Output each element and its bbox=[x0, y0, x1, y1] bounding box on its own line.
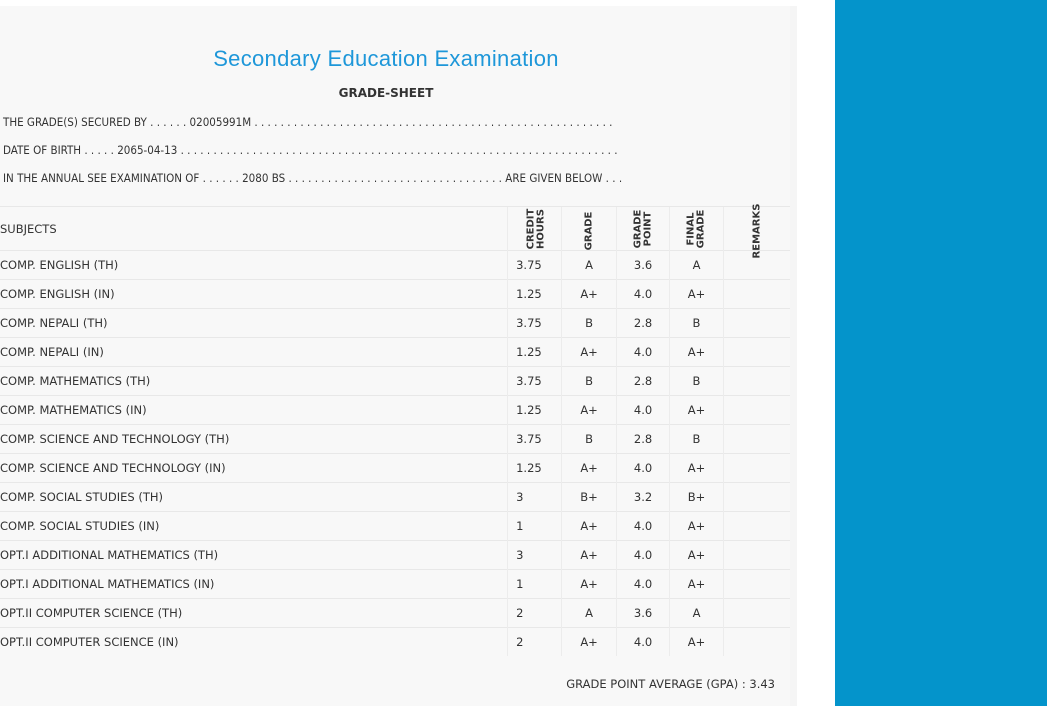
grade-cell: A+ bbox=[562, 338, 617, 367]
grade-cell: A+ bbox=[562, 280, 617, 309]
table-row bbox=[0, 454, 790, 483]
table-row bbox=[0, 280, 790, 309]
table-row bbox=[0, 338, 790, 367]
final-grade-cell: B bbox=[670, 367, 724, 396]
credit-hours-cell: 2 bbox=[508, 599, 562, 628]
grade-point-cell: 3.6 bbox=[617, 251, 670, 280]
final-grade-cell: B bbox=[670, 425, 724, 454]
header-remarks-label: REMARKS bbox=[750, 203, 762, 258]
remarks-cell bbox=[723, 628, 790, 657]
credit-hours-cell: 3.75 bbox=[508, 251, 562, 280]
credit-hours-cell: 1.25 bbox=[508, 338, 562, 367]
credit-hours-cell: 3 bbox=[508, 541, 562, 570]
grade-point-cell: 4.0 bbox=[617, 280, 670, 309]
subject-cell: COMP. MATHEMATICS (IN) bbox=[0, 396, 508, 425]
remarks-cell bbox=[723, 454, 790, 483]
header-final-grade bbox=[670, 207, 724, 251]
credit-hours-cell: 2 bbox=[508, 628, 562, 657]
grade-point-cell: 4.0 bbox=[617, 512, 670, 541]
grade-cell: A bbox=[562, 599, 617, 628]
header-fg-line2: GRADE bbox=[695, 209, 707, 248]
final-grade-cell: A bbox=[670, 599, 724, 628]
header-grade bbox=[562, 207, 617, 251]
table-row bbox=[0, 309, 790, 338]
grade-cell: B+ bbox=[562, 483, 617, 512]
subject-cell: OPT.I ADDITIONAL MATHEMATICS (TH) bbox=[0, 541, 508, 570]
grade-sheet-card bbox=[0, 6, 797, 706]
grade-point-cell: 4.0 bbox=[617, 338, 670, 367]
final-grade-cell: A+ bbox=[670, 396, 724, 425]
table-row bbox=[0, 367, 790, 396]
grade-table bbox=[0, 203, 790, 656]
grade-cell: A+ bbox=[562, 512, 617, 541]
grade-point-cell: 4.0 bbox=[617, 396, 670, 425]
table-row bbox=[0, 512, 790, 541]
credit-hours-cell: 3.75 bbox=[508, 425, 562, 454]
header-credit-hours bbox=[508, 207, 562, 251]
grade-cell: A+ bbox=[562, 396, 617, 425]
date-of-birth-line: DATE OF BIRTH . . . . . 2065-04-13 . . . . . . . . . . . . . . . . . . . . . . . . . . . . . . . . . . . . . . . . . . . . . . . . . . . . . . . . . . . . . . . . . . . bbox=[3, 143, 618, 157]
final-grade-cell: A+ bbox=[670, 570, 724, 599]
table-row bbox=[0, 541, 790, 570]
subject-cell: OPT.II COMPUTER SCIENCE (TH) bbox=[0, 599, 508, 628]
credit-hours-cell: 3 bbox=[508, 483, 562, 512]
grade-point-cell: 4.0 bbox=[617, 454, 670, 483]
grade-cell: A bbox=[562, 251, 617, 280]
final-grade-cell: B bbox=[670, 309, 724, 338]
credit-hours-cell: 1 bbox=[508, 512, 562, 541]
grade-point-cell: 4.0 bbox=[617, 628, 670, 657]
remarks-cell bbox=[723, 396, 790, 425]
remarks-cell bbox=[723, 309, 790, 338]
remarks-cell bbox=[723, 541, 790, 570]
subject-cell: COMP. ENGLISH (IN) bbox=[0, 280, 508, 309]
remarks-cell bbox=[723, 425, 790, 454]
final-grade-cell: A+ bbox=[670, 338, 724, 367]
remarks-cell bbox=[723, 338, 790, 367]
exam-year-line: IN THE ANNUAL SEE EXAMINATION OF . . . . . . 2080 BS . . . . . . . . . . . . . . . . . . . . . . . . . . . . . . . . . ARE GIVEN BELOW . . . bbox=[3, 171, 623, 185]
final-grade-cell: A+ bbox=[670, 454, 724, 483]
subject-cell: COMP. SOCIAL STUDIES (IN) bbox=[0, 512, 508, 541]
remarks-cell bbox=[723, 280, 790, 309]
remarks-cell bbox=[723, 483, 790, 512]
subject-cell: COMP. SCIENCE AND TECHNOLOGY (IN) bbox=[0, 454, 508, 483]
grade-point-cell: 4.0 bbox=[617, 541, 670, 570]
header-credit-line2: HOURS bbox=[535, 208, 547, 249]
table-header-row bbox=[0, 207, 790, 251]
gpa-summary: GRADE POINT AVERAGE (GPA) : 3.43 bbox=[566, 677, 775, 691]
sheet-title: GRADE-SHEET bbox=[338, 86, 434, 100]
header-gp-line1: GRADE bbox=[632, 209, 644, 248]
grade-cell: A+ bbox=[562, 541, 617, 570]
table-row bbox=[0, 251, 790, 280]
grade-cell: B bbox=[562, 425, 617, 454]
credit-hours-cell: 1.25 bbox=[508, 280, 562, 309]
table-row bbox=[0, 425, 790, 454]
table-row bbox=[0, 599, 790, 628]
header-grade-point bbox=[617, 207, 670, 251]
subject-cell: COMP. NEPALI (IN) bbox=[0, 338, 508, 367]
exam-title: Secondary Education Examination bbox=[213, 46, 559, 71]
credit-hours-cell: 1.25 bbox=[508, 396, 562, 425]
final-grade-cell: B+ bbox=[670, 483, 724, 512]
subject-cell: COMP. SCIENCE AND TECHNOLOGY (TH) bbox=[0, 425, 508, 454]
final-grade-cell: A bbox=[670, 251, 724, 280]
subject-cell: COMP. MATHEMATICS (TH) bbox=[0, 367, 508, 396]
credit-hours-cell: 1.25 bbox=[508, 454, 562, 483]
header-remarks bbox=[723, 203, 790, 258]
table-row bbox=[0, 483, 790, 512]
table-row bbox=[0, 570, 790, 599]
subject-cell: COMP. ENGLISH (TH) bbox=[0, 251, 508, 280]
grade-cell: A+ bbox=[562, 628, 617, 657]
grade-point-cell: 2.8 bbox=[617, 367, 670, 396]
final-grade-cell: A+ bbox=[670, 541, 724, 570]
final-grade-cell: A+ bbox=[670, 280, 724, 309]
grade-cell: A+ bbox=[562, 454, 617, 483]
grade-point-cell: 4.0 bbox=[617, 570, 670, 599]
grade-point-cell: 3.2 bbox=[617, 483, 670, 512]
final-grade-cell: A+ bbox=[670, 512, 724, 541]
side-panel bbox=[835, 0, 1047, 706]
final-grade-cell: A+ bbox=[670, 628, 724, 657]
remarks-cell bbox=[723, 570, 790, 599]
table-row bbox=[0, 396, 790, 425]
header-subjects: SUBJECTS bbox=[0, 207, 508, 251]
header-gp-line2: POINT bbox=[642, 211, 654, 246]
subject-cell: COMP. NEPALI (TH) bbox=[0, 309, 508, 338]
grade-point-cell: 2.8 bbox=[617, 425, 670, 454]
grade-cell: B bbox=[562, 309, 617, 338]
remarks-cell bbox=[723, 367, 790, 396]
grade-cell: B bbox=[562, 367, 617, 396]
header-credit-line1: CREDIT bbox=[525, 208, 537, 249]
grade-point-cell: 2.8 bbox=[617, 309, 670, 338]
grade-point-cell: 3.6 bbox=[617, 599, 670, 628]
credit-hours-cell: 3.75 bbox=[508, 367, 562, 396]
subject-cell: OPT.II COMPUTER SCIENCE (IN) bbox=[0, 628, 508, 657]
remarks-cell bbox=[723, 512, 790, 541]
secured-by-line: THE GRADE(S) SECURED BY . . . . . . 02005991M . . . . . . . . . . . . . . . . . . . . . . . . . . . . . . . . . . . . . . . . . . . . . . . . . . . . . . . bbox=[3, 115, 613, 129]
header-grade-label: GRADE bbox=[583, 211, 595, 250]
header-fg-line1: FINAL bbox=[685, 211, 697, 246]
credit-hours-cell: 1 bbox=[508, 570, 562, 599]
grade-sheet-body bbox=[0, 6, 790, 706]
remarks-cell bbox=[723, 599, 790, 628]
grade-cell: A+ bbox=[562, 570, 617, 599]
subject-cell: OPT.I ADDITIONAL MATHEMATICS (IN) bbox=[0, 570, 508, 599]
table-row bbox=[0, 628, 790, 657]
subject-cell: COMP. SOCIAL STUDIES (TH) bbox=[0, 483, 508, 512]
credit-hours-cell: 3.75 bbox=[508, 309, 562, 338]
